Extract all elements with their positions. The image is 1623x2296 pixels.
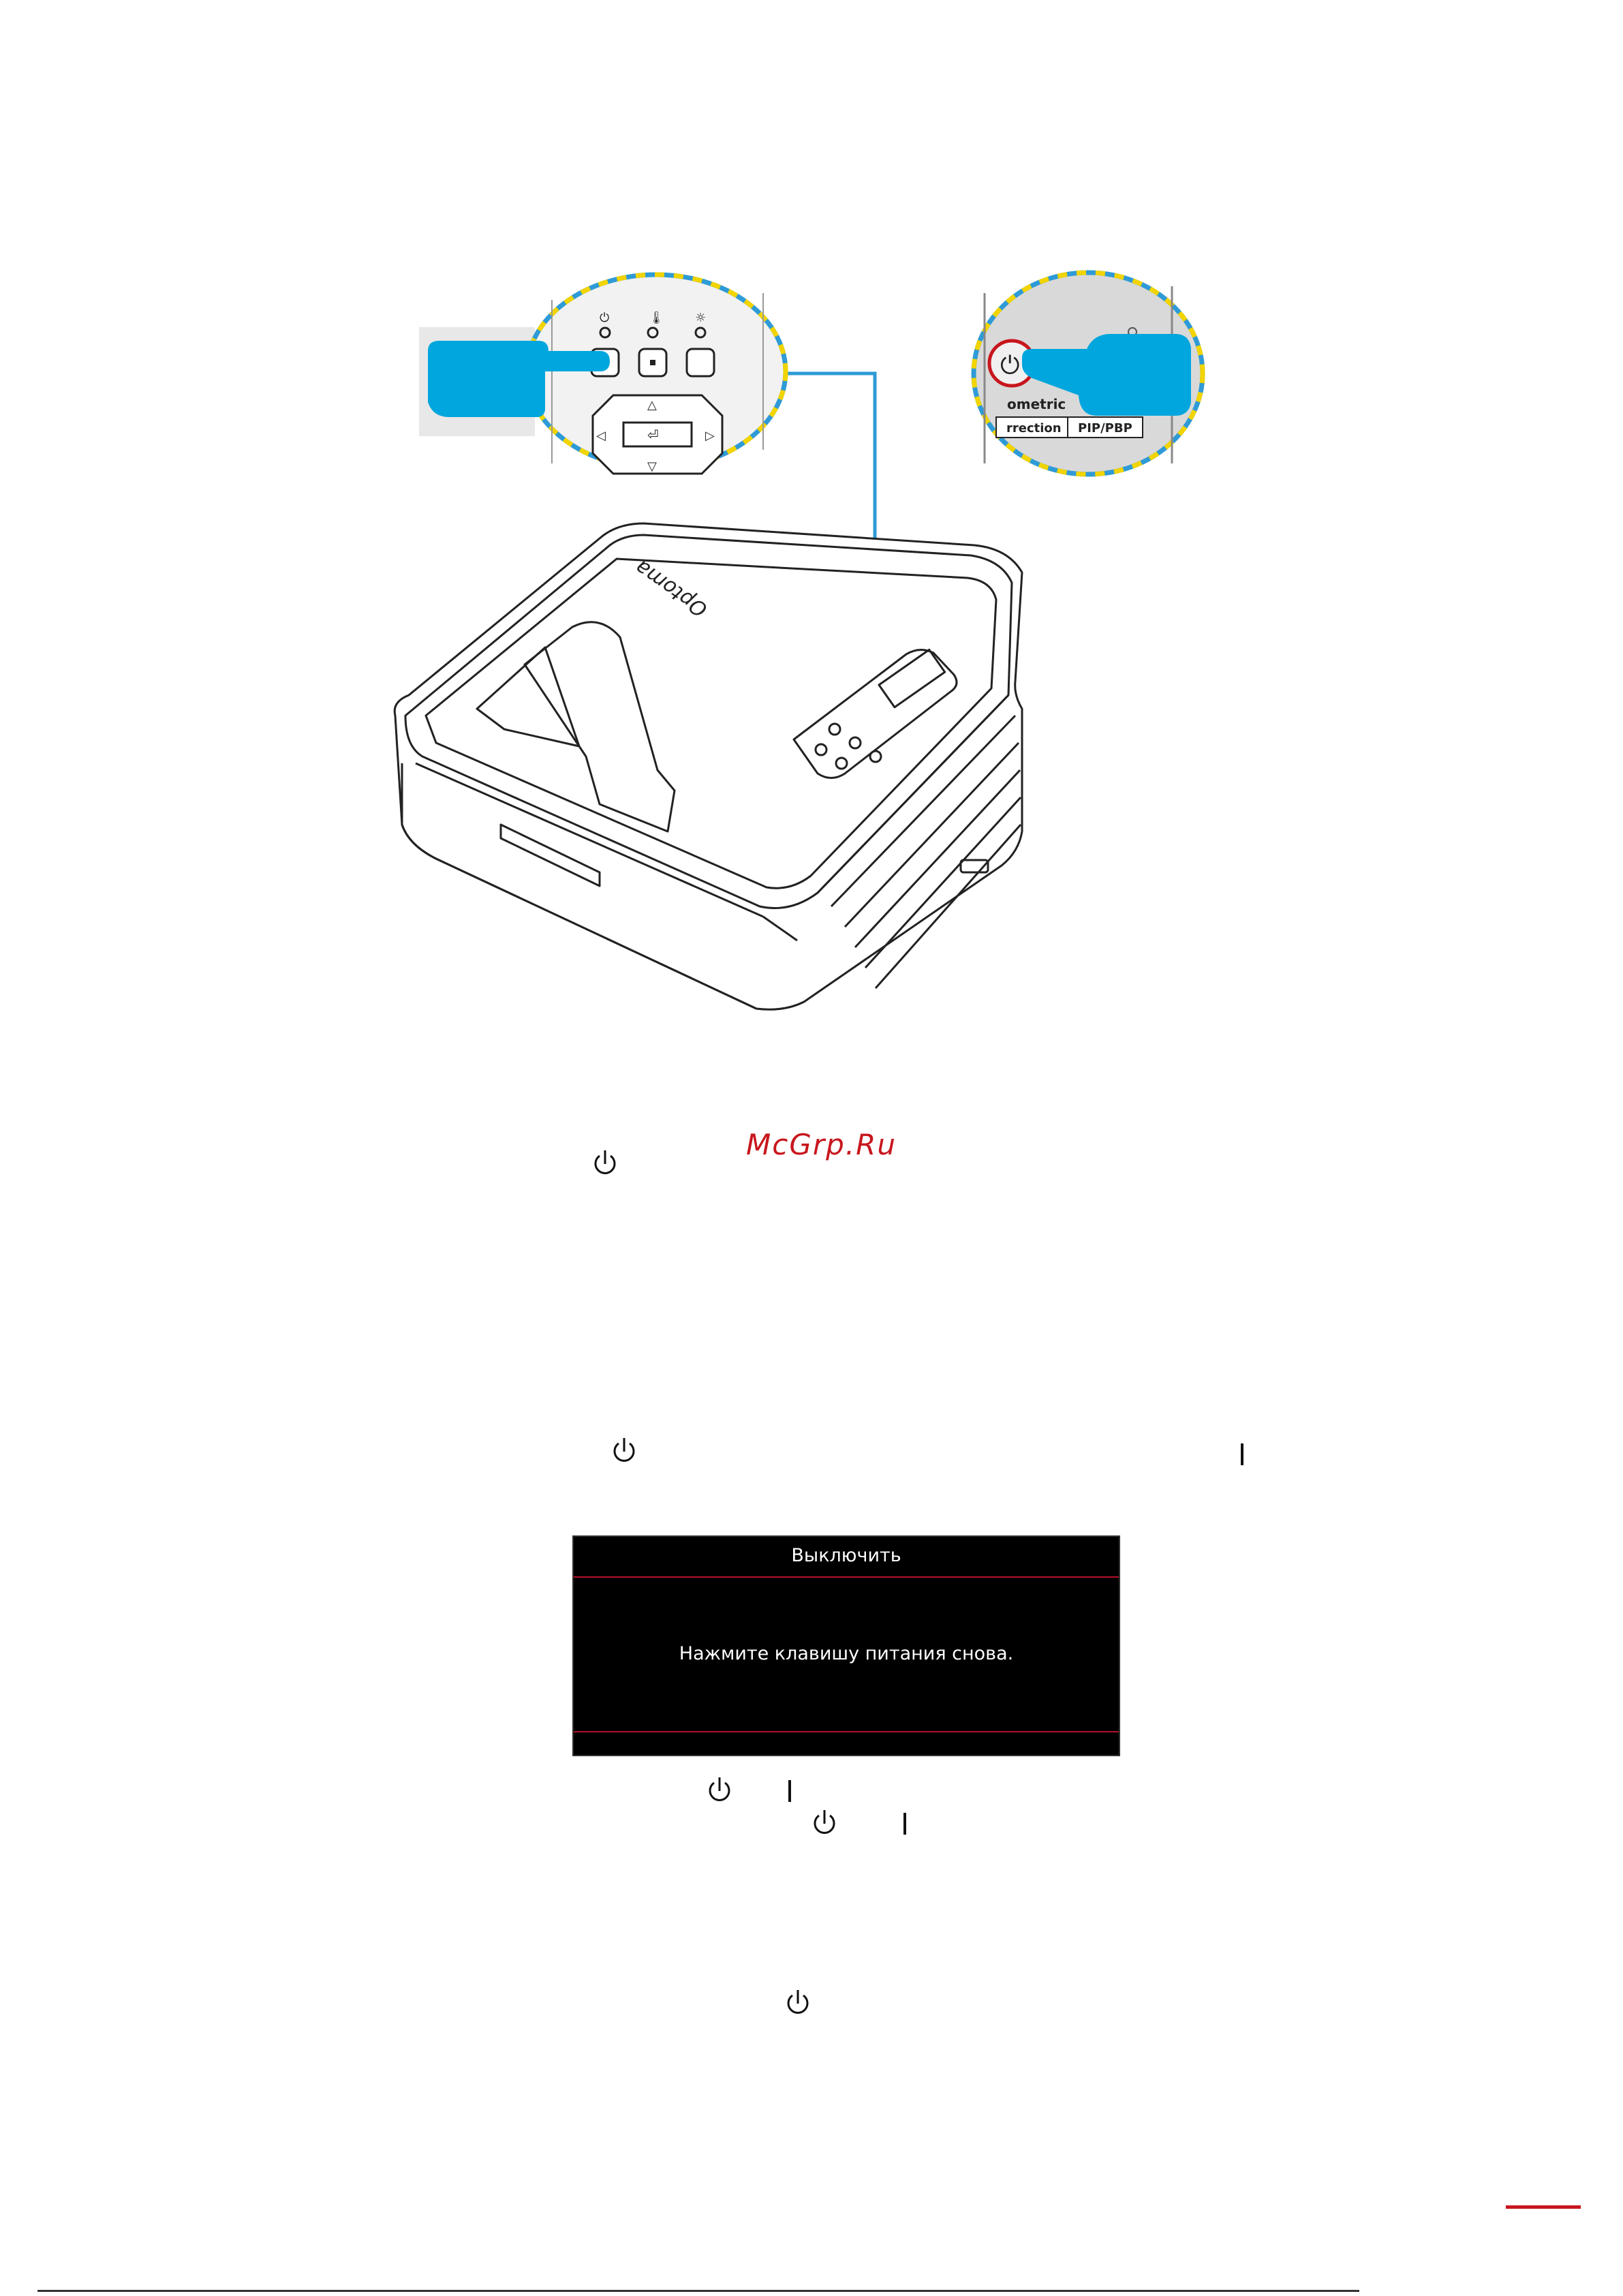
- remote-label-2: rrection: [1006, 421, 1062, 435]
- page-number-underline: [1506, 2205, 1581, 2209]
- svg-text:◁: ◁: [596, 429, 606, 443]
- keypad-callout: [419, 275, 786, 474]
- power-icon: [784, 1989, 812, 2019]
- svg-text:⏎: ⏎: [647, 427, 659, 443]
- remote-callout: [974, 273, 1203, 474]
- svg-text:⏻: ⏻: [1000, 352, 1020, 380]
- osd-power-off-dialog: [572, 1535, 1120, 1756]
- separator-bar-icon: [1241, 1443, 1243, 1465]
- power-icon: [811, 1809, 838, 1839]
- svg-text:🌡: 🌡: [649, 311, 664, 325]
- separator-bar-icon: [903, 1813, 906, 1835]
- watermark-text: McGrp.Ru: [746, 1128, 897, 1161]
- osd-title: Выключить: [791, 1545, 901, 1566]
- projector-body: [395, 523, 1022, 1009]
- power-icon: [610, 1437, 638, 1467]
- svg-text:▽: ▽: [647, 459, 657, 474]
- osd-divider: [574, 1731, 1119, 1732]
- brand-logo: Optoma: [630, 555, 712, 622]
- svg-text:▷: ▷: [705, 429, 715, 443]
- projector-illustration: [0, 0, 1623, 1036]
- separator-bar-icon: [788, 1780, 791, 1802]
- svg-text:△: △: [647, 398, 657, 412]
- power-icon: [706, 1776, 733, 1806]
- remote-label-3: PIP/PBP: [1078, 421, 1132, 435]
- osd-divider: [574, 1576, 1119, 1578]
- osd-message: Нажмите клавишу питания снова.: [679, 1643, 1014, 1664]
- svg-text:☼: ☼: [695, 311, 707, 325]
- power-icon: [591, 1149, 619, 1179]
- remote-label-1: ometric: [1007, 396, 1066, 412]
- svg-text:⏻: ⏻: [600, 311, 610, 325]
- bottom-rule: [37, 2290, 1359, 2292]
